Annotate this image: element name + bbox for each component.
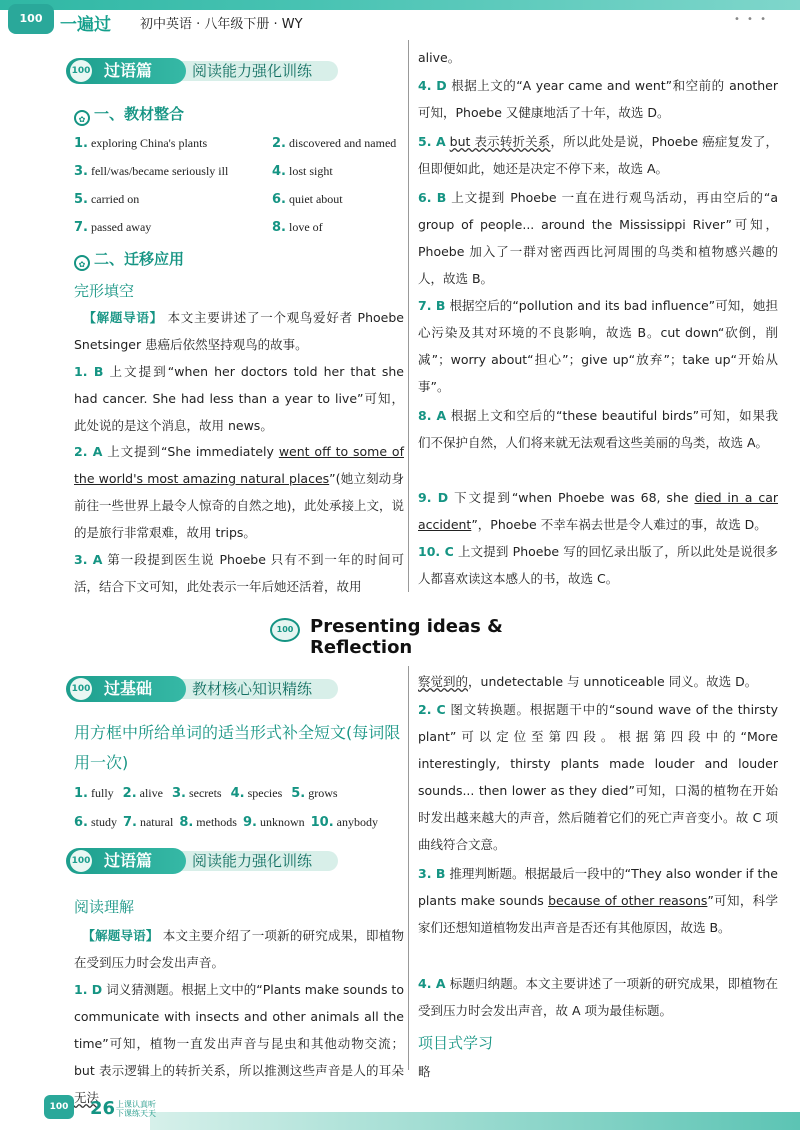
badge-icon: 100 — [70, 850, 92, 872]
reading-q3: 3. B 推理判断题。根据最后一段中的“They also wonder if the plants make sounds because of other reasons”可知，科学家们还想知道植物发出声音是否还有其他原因，故选 B。 — [418, 866, 778, 935]
cloze-q5: 5. A but 表示转折关系，所以此处是说，Phoebe 癌症复发了，但即便如此，她还是决定不停下来，故选 A。 — [418, 134, 778, 176]
answer-item: 3. fell/was/became seriously ill — [74, 164, 229, 179]
header-dots: • • • — [733, 14, 768, 25]
book-title: 一遍过 — [60, 15, 111, 35]
brand-logo: 100 — [8, 4, 54, 34]
cloze-q8: 8. A 根据上文和空后的“these beautiful birds”可知，如果我们不保护自然，人们将来就无法观看这些美丽的鸟类，故选 A。 — [418, 408, 778, 450]
page-number: 26 — [90, 1098, 116, 1119]
reading-banner-2 — [66, 848, 338, 874]
cloze-q6: 6. B 上文提到 Phoebe 一直在进行观鸟活动，再由空后的“a group of people... around the Mississippi River”可知，Phoebe 加入了一群对密西西比河周围的鸟类和植物感兴趣的人，故选 B。 — [418, 190, 778, 286]
answer-item: 1. exploring China's plants — [74, 136, 208, 151]
cloze-guide: 【解题导语】 本文主要讲述了一个观鸟爱好者 Phoebe Snetsinger 患癌后依然坚持观鸟的故事。 — [74, 310, 404, 352]
badge-icon: 100 — [70, 678, 92, 700]
cloze-q4: 4. D 根据上文的“A year came and went”和空前的 another 可知，Phoebe 又健康地活了十年，故选 D。 — [418, 78, 778, 120]
reading-q2: 2. C 图文转换题。根据题干中的“sound wave of the thirsty plant”可以定位至第四段。根据第四段中的“More interestingly, thirsty plants made louder and louder sounds... then lower as they died”可知，口渴的植物在开始时发出越来越大的声音，然后随着它们的死亡声音变小。故 C 项曲线符合文意。 — [418, 702, 778, 852]
answer-item: 7. passed away — [74, 220, 152, 235]
cloze-q9: 9. D 下文提到“when Phoebe was 68, she died in a car accident”，Phoebe 不幸车祸去世是令人难过的事，故选 D。 — [418, 490, 778, 532]
answer-row-2: 6. study 7. natural 8. methods 9. unknown 10. anybody — [74, 815, 378, 830]
footer-bar — [150, 1112, 800, 1130]
reading-continued: 察觉到的，undetectable 与 unnoticeable 同义。故选 D。 — [418, 674, 758, 689]
reading-guide: 【解题导语】 本文主要介绍了一项新的研究成果，即植物在受到压力时会发出声音。 — [74, 928, 404, 970]
section-heading — [270, 616, 570, 658]
section-heading-text: Presenting ideas & Reflection — [310, 616, 503, 658]
badge-icon: 100 — [70, 60, 92, 82]
header-strip — [0, 0, 800, 10]
section-title-integration: ✿ 一、教材整合 — [74, 103, 184, 126]
badge-icon: 100 — [270, 618, 300, 642]
answer-item: 8. love of — [272, 220, 323, 235]
answer-row-1: 1. fully 2. alive 3. secrets 4. species 5. grows — [74, 786, 338, 801]
basics-banner — [66, 676, 338, 702]
reading-q1: 1. D 词义猜测题。根据上文中的“Plants make sounds to communicate with insects and other animals all the time”可知，植物一直发出声音与昆虫和其他动物交流；but 表示逻辑上的转折关系，所以推测这些声音是人的耳朵无法 — [74, 982, 404, 1105]
reading-banner — [66, 58, 338, 84]
section-title-transfer: ✿ 二、迁移应用 — [74, 248, 184, 271]
cloze-q10: 10. C 上文提到 Phoebe 写的回忆录出版了，所以此处是说很多人都喜欢读这本感人的书，故选 C。 — [418, 544, 779, 586]
reading-q4: 4. A 标题归纳题。本文主要讲述了一项新的研究成果，即植物在受到压力时会发出声音，故 A 项为最佳标题。 — [418, 976, 778, 1018]
banner-text: 阅读能力强化训练 — [192, 62, 313, 80]
cloze-q3: 3. A 第一段提到医生说 Phoebe 只有不到一年的时间可活，结合下文可知，此处表示一年后她还活着，故用 — [74, 552, 404, 594]
project-title: 项目式学习 — [418, 1034, 494, 1052]
cloze-q1: 1. B 上文提到“when her doctors told her that she had cancer. She had less than a year to live”可知，此处说的是这个消息，故用 news。 — [74, 364, 404, 433]
banner-tag: 过基础 — [104, 679, 153, 698]
answer-item: 5. carried on — [74, 192, 140, 207]
book-subtitle: 初中英语 · 八年级下册 · WY — [140, 17, 303, 32]
task-title: 用方框中所给单词的适当形式补全短文(每词限用一次) — [74, 723, 401, 772]
right-continued: alive。 — [418, 50, 461, 65]
column-divider-top — [408, 40, 409, 592]
answer-item: 4. lost sight — [272, 164, 333, 179]
cloze-q7: 7. B 根据空后的“pollution and its bad influence”可知，她担心污染及其对环境的不良影响，故选 B。cut down“砍倒，削减”；worry about“担心”；give up“放弃”；take up“开始从事”。 — [418, 298, 779, 394]
footer-logo: 100 — [44, 1095, 74, 1119]
flower-icon: ✿ — [74, 110, 90, 126]
cloze-q2: 2. A 上文提到“She immediately went off to some of the world's most amazing natural places”(她立刻动身前往一些世界上最令人惊奇的自然之地)，此处承接上文，说的是旅行非常艰难，故用 trips。 — [74, 444, 404, 540]
answer-item: 6. quiet about — [272, 192, 343, 207]
answer-item: 2. discovered and named — [272, 136, 397, 151]
banner-tag: 过语篇 — [104, 851, 153, 870]
column-divider-bottom — [408, 666, 409, 1070]
banner-text: 阅读能力强化训练 — [192, 852, 313, 870]
footer-slogan: 上课认真听 下课练天天 — [116, 1100, 156, 1118]
flower-icon: ✿ — [74, 255, 90, 271]
banner-text: 教材核心知识精练 — [192, 680, 313, 698]
project-answer: 略 — [418, 1064, 431, 1079]
banner-tag: 过语篇 — [104, 61, 153, 80]
reading-title: 阅读理解 — [74, 898, 135, 916]
cloze-title: 完形填空 — [74, 282, 135, 300]
page-header — [0, 0, 800, 36]
